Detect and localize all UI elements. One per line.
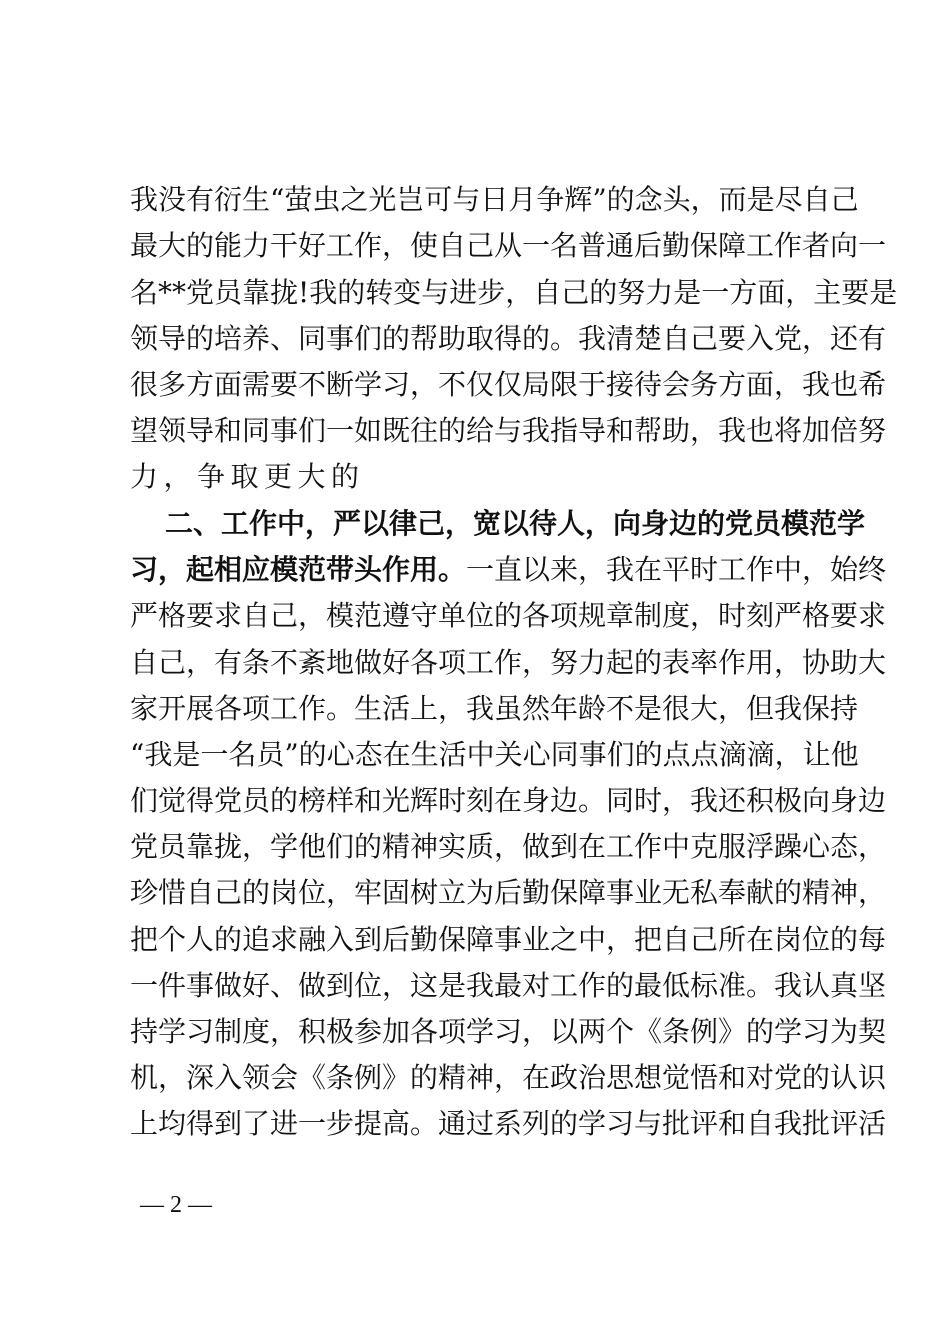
body-text-line <box>130 547 887 593</box>
body-text-line: 机，深入领会《条例》的精神，在政治思想觉悟和对党的认识 <box>130 1061 887 1094</box>
body-text-line: 把个人的追求融入到后勤保障事业之中，把自己所在岗位的每 <box>130 923 887 956</box>
page-number: — 2 — <box>140 1192 212 1218</box>
body-text: 一直以来，我在平时工作中，始终 <box>466 553 887 586</box>
body-text-line: “我是一名员”的心态在生活中关心同事们的点点滴滴，让他 <box>130 738 859 771</box>
body-text-line: 们觉得党员的榜样和光辉时刻在身边。同时，我还积极向身边 <box>130 784 887 817</box>
section-heading-line: 二、工作中，严以律己，宽以待人，向身边的党员模范学 <box>165 507 866 540</box>
body-text-line: 我没有衍生“萤虫之光岂可与日月争辉”的念头，而是尽自己 <box>130 183 859 216</box>
body-text-line: 一件事做好、做到位，这是我最对工作的最低标准。我认真坚 <box>130 969 887 1002</box>
body-text-line: 望领导和同事们一如既往的给与我指导和帮助，我也将加倍努 <box>130 414 887 447</box>
body-text-line: 上均得到了进一步提高。通过系列的学习与批评和自我批评活 <box>130 1107 887 1140</box>
section-heading-end: 习，起相应模范带头作用。 <box>130 553 467 586</box>
body-text-line: 最大的能力干好工作，使自己从一名普通后勤保障工作者向一 <box>130 229 887 262</box>
body-text-line: 领导的培养、同事们的帮助取得的。我清楚自己要入党，还有 <box>130 322 887 355</box>
body-text-line: 力，争取更大的 <box>130 460 365 493</box>
body-text-line: 很多方面需要不断学习，不仅仅局限于接待会务方面，我也希 <box>130 368 887 401</box>
body-text-line: 党员靠拢，学他们的精神实质，做到在工作中克服浮躁心态， <box>130 830 887 863</box>
body-text-line: 自己，有条不紊地做好各项工作，努力起的表率作用，协助大 <box>130 646 887 679</box>
body-text-line: 持学习制度，积极参加各项学习，以两个《条例》的学习为契 <box>130 1015 887 1048</box>
body-text-line: 家开展各项工作。生活上，我虽然年龄不是很大，但我保持 <box>130 692 859 725</box>
body-text-line: 严格要求自己，模范遵守单位的各项规章制度，时刻严格要求 <box>130 599 887 632</box>
body-text-line: 名**党员靠拢!我的转变与进步，自己的努力是一方面，主要是 <box>130 276 898 309</box>
body-text-line: 珍惜自己的岗位，牢固树立为后勤保障事业无私奉献的精神， <box>130 876 887 909</box>
